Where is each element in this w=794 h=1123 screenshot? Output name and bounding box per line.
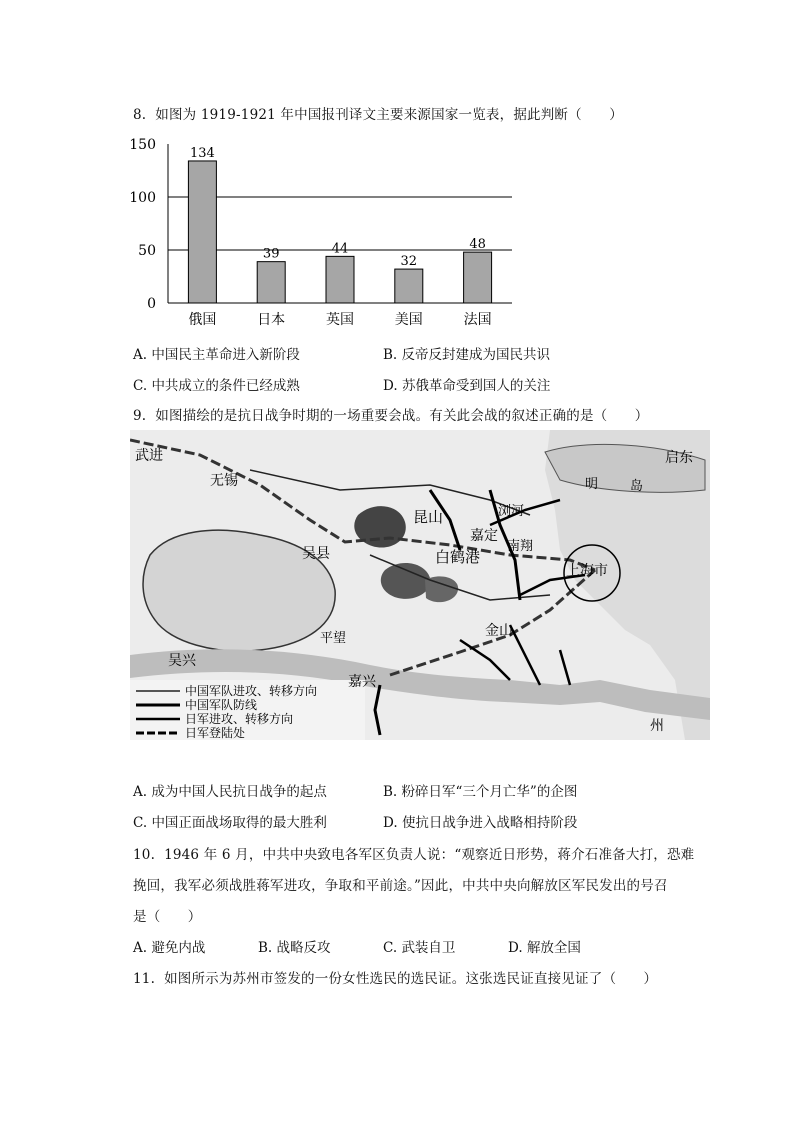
bar xyxy=(188,161,216,303)
place-label: 启东 xyxy=(665,450,693,466)
option-letter: A. xyxy=(133,940,148,956)
q10-stem-line2: 挽回，我军必须战胜蒋军进攻，争取和平前途。”因此，中共中央向解放区军民发出的号召 xyxy=(133,878,668,894)
q11-stem xyxy=(133,967,657,987)
option-text: 中国民主革命进入新阶段 xyxy=(151,347,300,363)
place-label: 南翔 xyxy=(507,539,534,554)
option-letter: A. xyxy=(133,784,148,800)
chart-bars xyxy=(188,161,491,303)
x-tick-label: 英国 xyxy=(326,312,354,328)
y-tick-label: 150 xyxy=(129,137,156,153)
q10-option-c[interactable] xyxy=(383,936,455,956)
data-label: 44 xyxy=(331,241,349,257)
q9-stem xyxy=(133,404,648,424)
option-letter: C. xyxy=(133,815,148,831)
option-text: 苏俄革命受到国人的关注 xyxy=(401,378,551,394)
option-text: 中共成立的条件已经成熟 xyxy=(151,378,300,394)
legend-label: 中国军队防线 xyxy=(185,698,258,712)
option-text: 避免内战 xyxy=(151,940,206,956)
place-label: 嘉兴 xyxy=(348,674,376,690)
q11-text: 如图所示为苏州市签发的一份女性选民的选民证。这张选民证直接见证了（ ） xyxy=(164,971,658,987)
option-letter: D. xyxy=(508,940,523,956)
q9-option-a[interactable] xyxy=(133,780,327,800)
option-letter: B. xyxy=(383,784,398,800)
q9-option-d[interactable] xyxy=(383,811,577,831)
option-text: 武装自卫 xyxy=(401,940,456,956)
q8-stem xyxy=(133,103,623,123)
place-label: 浏河 xyxy=(498,504,525,519)
place-label: 吴县 xyxy=(302,546,330,562)
q10-option-a[interactable] xyxy=(133,936,205,956)
legend-label: 日军进攻、转移方向 xyxy=(185,712,294,726)
q8-option-b[interactable] xyxy=(383,343,550,363)
q10-option-b[interactable] xyxy=(258,936,331,956)
y-tick-label: 0 xyxy=(147,296,156,312)
place-label: 明 xyxy=(585,477,599,492)
q9-option-c[interactable] xyxy=(133,811,327,831)
y-tick-label: 100 xyxy=(129,190,156,206)
bar xyxy=(326,256,354,303)
place-label: 吴兴 xyxy=(168,653,196,669)
option-text: 使抗日战争进入战略相持阶段 xyxy=(401,815,578,831)
q10-text-line1: 1946 年 6 月，中共中央致电各军区负责人说：“观察近日形势，蒋介石准备大打，恐难 xyxy=(164,847,695,863)
data-label: 48 xyxy=(469,237,486,253)
q10-number: 10. xyxy=(133,847,156,863)
q10-stem-line3: 是（ ） xyxy=(133,909,202,925)
x-tick-label: 俄国 xyxy=(188,312,217,328)
q8-option-d[interactable] xyxy=(383,374,550,394)
legend-label: 中国军队进攻、转移方向 xyxy=(185,684,318,698)
option-text: 解放全国 xyxy=(526,940,581,956)
option-letter: C. xyxy=(383,940,398,956)
option-text: 中国正面战场取得的最大胜利 xyxy=(151,815,327,831)
chart-y-tick-labels xyxy=(129,137,156,312)
x-tick-label: 法国 xyxy=(463,312,492,328)
place-label: 武进 xyxy=(135,448,163,464)
battle-map xyxy=(130,430,710,740)
option-text: 成为中国人民抗日战争的起点 xyxy=(151,784,327,800)
x-tick-label: 美国 xyxy=(394,312,423,328)
q8-option-a[interactable] xyxy=(133,343,300,363)
q8-number: 8. xyxy=(133,107,147,123)
option-letter: B. xyxy=(258,940,273,956)
x-tick-label: 日本 xyxy=(257,312,286,328)
q10-stem-line1 xyxy=(133,843,694,863)
data-label: 32 xyxy=(400,254,418,270)
bar xyxy=(257,262,285,303)
chart-x-tick-labels xyxy=(188,311,491,328)
legend-label: 日军登陆处 xyxy=(185,726,246,740)
option-text: 反帝反封建成为国民共识 xyxy=(401,347,551,363)
q11-number: 11. xyxy=(133,971,156,987)
option-text: 粉碎日军“三个月亡华”的企图 xyxy=(401,784,578,800)
bar xyxy=(395,269,423,303)
place-label: 嘉定 xyxy=(470,528,498,544)
data-label: 39 xyxy=(262,246,280,262)
data-label: 134 xyxy=(189,145,215,161)
bar xyxy=(464,252,492,303)
q10-option-d[interactable] xyxy=(508,936,581,956)
option-letter: D. xyxy=(383,815,398,831)
bar-chart xyxy=(128,130,528,330)
place-label: 州 xyxy=(650,718,664,734)
place-label: 平望 xyxy=(320,631,347,646)
q8-option-c[interactable] xyxy=(133,374,300,394)
place-label: 岛 xyxy=(630,479,644,494)
q9-number: 9. xyxy=(133,408,147,424)
place-label: 金山 xyxy=(485,623,513,639)
option-letter: D. xyxy=(383,378,398,394)
y-tick-label: 50 xyxy=(138,243,156,259)
place-label: 昆山 xyxy=(413,508,444,526)
option-text: 战略反攻 xyxy=(276,940,331,956)
q9-option-b[interactable] xyxy=(383,780,577,800)
chart-data-labels xyxy=(190,146,486,269)
q8-text: 如图为 1919-1921 年中国报刊译文主要来源国家一览表，据此判断（ ） xyxy=(155,107,623,123)
option-letter: C. xyxy=(133,378,148,394)
q9-text: 如图描绘的是抗日战争时期的一场重要会战。有关此会战的叙述正确的是（ ） xyxy=(155,408,649,424)
option-letter: A. xyxy=(133,347,148,363)
place-label: 上海市 xyxy=(566,563,608,579)
place-label: 白鹤港 xyxy=(435,548,481,566)
place-label: 无锡 xyxy=(210,473,238,489)
option-letter: B. xyxy=(383,347,398,363)
lake-shape xyxy=(381,563,431,599)
